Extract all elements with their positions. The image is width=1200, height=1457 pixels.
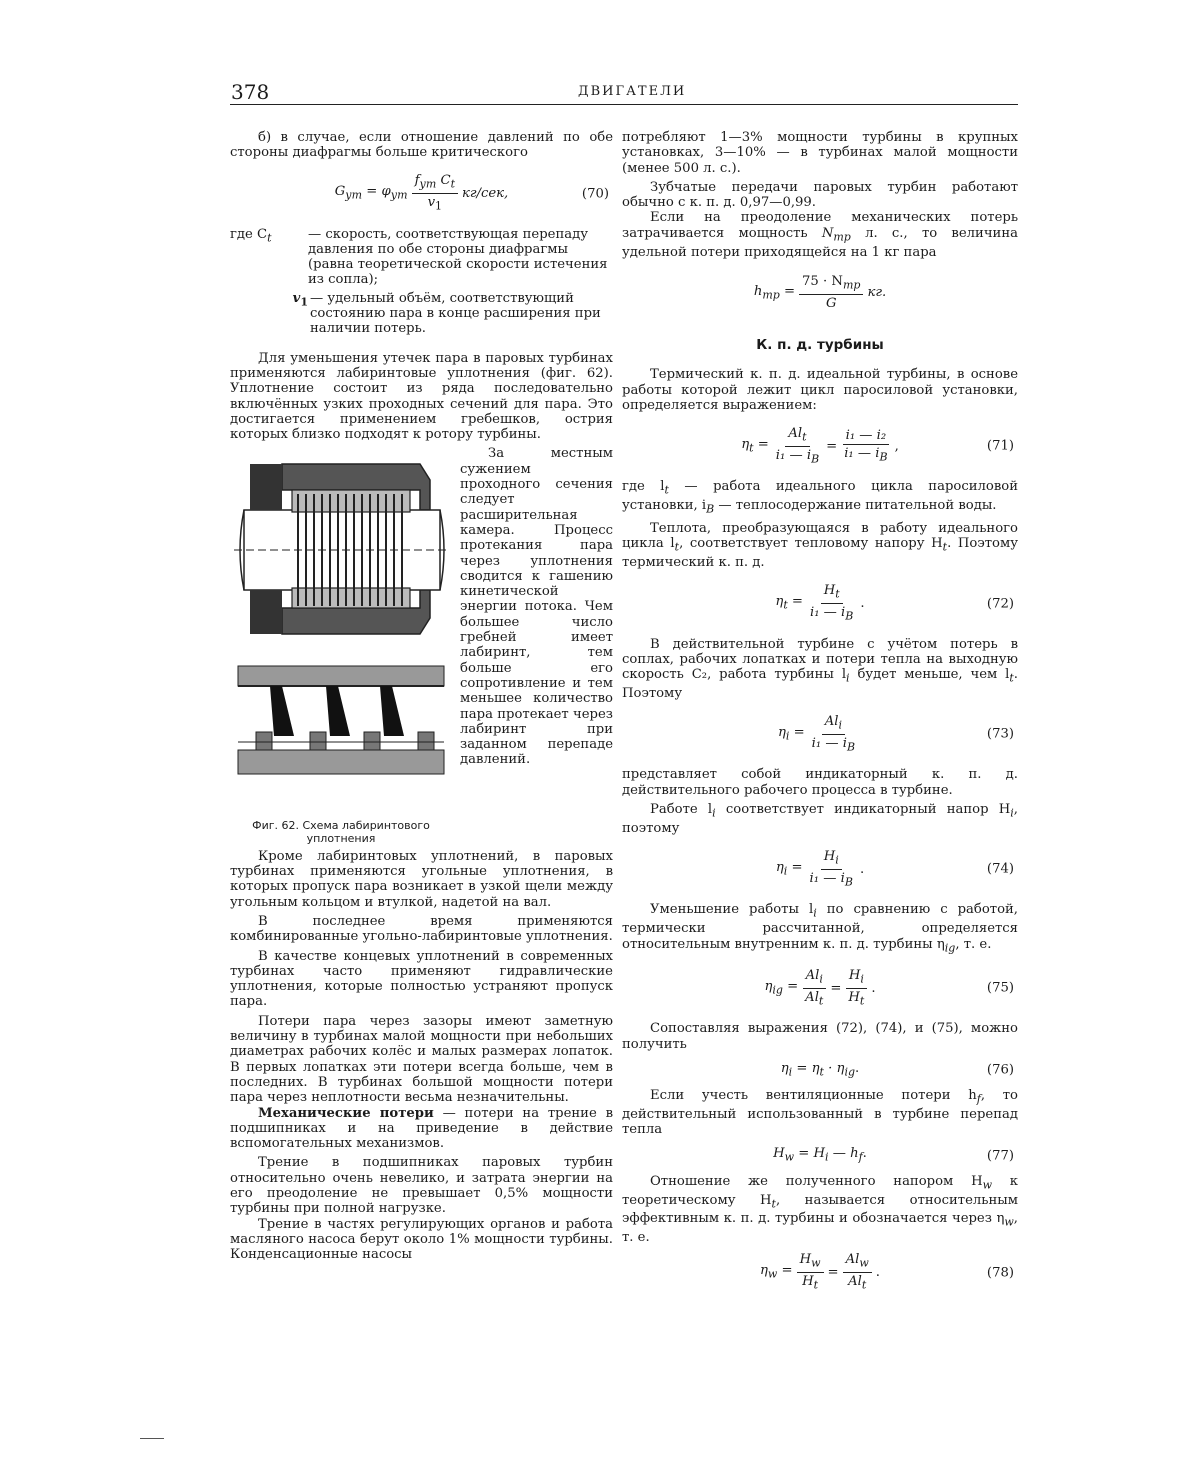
equation-number: (72) bbox=[986, 595, 1014, 611]
header-rule bbox=[230, 104, 1018, 105]
equation-number: (75) bbox=[986, 980, 1014, 996]
paragraph-bearing: Трение в подшипниках паровых турбин относительно очень невелико, и затрата энергии на его преодоление не превышает 0,5% мощности турбины при полной нагрузке. bbox=[230, 1155, 613, 1217]
paragraph-regulating: Трение в частях регулирующих органов и работа масляного насоса берут около 1% мощности турбины. Конденсационные насосы bbox=[230, 1216, 613, 1263]
paragraph-mech-power: Если на преодоление механических потерь затрачивается мощность $N_{тр}$ л. с., то величина удельной потери приходящейся на 1 кг пара bbox=[622, 210, 1018, 260]
paragraph-combined: В последнее время применяются комбинированные угольно-лабиринтовые уплотнения. bbox=[230, 913, 613, 945]
mechanical-term: Механические потери bbox=[258, 1105, 434, 1121]
equation-number: (74) bbox=[986, 861, 1014, 877]
right-column bbox=[622, 130, 1018, 1306]
figure-62 bbox=[230, 450, 452, 844]
equation-number: (71) bbox=[986, 438, 1014, 454]
equation-76: $\eta_i = \eta_t \cdot \eta_{ig}$. (76) bbox=[780, 1060, 1014, 1079]
paragraph-mechanical: Механические потери — потери на трение в подшипниках и на приведение в действие вспомогательных механизмов. bbox=[230, 1105, 613, 1152]
page-number: 378 bbox=[231, 80, 270, 104]
paragraph-ventilation: Если учесть вентиляционные потери $h_f$, то действительный использованный в турбине перепад тепла bbox=[622, 1088, 1018, 1138]
equation-htr: $h_{тр}$ = $\frac{75 \cdot N_{тр}}{G}$ кг. bbox=[753, 274, 887, 312]
equation-number: (70) bbox=[581, 185, 609, 201]
equation-number: (76) bbox=[986, 1062, 1014, 1078]
equation-72: $\eta_t$ = $\frac{H_t}{i_1 — i_B}$ . (72) bbox=[775, 583, 1014, 623]
equation-73: $\eta_i$ = $\frac{Al_i}{i_1 — i_B}$ (73) bbox=[777, 714, 1014, 754]
paragraph-where-71: где $l_t$ — работа идеального цикла паросиловой установки, $i_B$ — теплосодержание питательной воды. bbox=[622, 479, 1018, 516]
paragraph-hydraulic: В качестве концевых уплотнений в современных турбинах часто применяют гидравлические уплотнения, которые полностью устраняют пропуск пара. bbox=[230, 948, 613, 1010]
paragraph-ratio: Отношение же полученного напором $H_w$ к теоретическому $H_t$, называется относительным эффективным к. п. д. турбины и обозначается через $\eta_w$, т. е. bbox=[622, 1173, 1019, 1246]
paragraph-thermal: Термический к. п. д. идеальной турбины, в основе работы которой лежит цикл паросиловой установки, определяется выражением: bbox=[622, 367, 1018, 413]
equation-number: (78) bbox=[986, 1265, 1014, 1281]
paragraph-intro: б) в случае, если отношение давлений по обе стороны диафрагмы больше критического bbox=[230, 130, 613, 161]
paragraph-labyrinth: Для уменьшения утечек пара в паровых турбинах применяются лабиринтовые уплотнения (фиг. 62). Уплотнение состоит из ряда последовательно включённых узких проходных сечений для пара. Это достигается применением гребешков, острия которых близко подходят к ротору турбины. bbox=[230, 350, 613, 443]
paragraph-carbon: Кроме лабиринтовых уплотнений, в паровых турбинах применяются угольные уплотнения, в которых пропуск пара возникает в узкой щели между угольным кольцом и втулкой, надетой на вал. bbox=[230, 848, 613, 910]
left-column bbox=[230, 130, 613, 1262]
equation-units: кг/сек, bbox=[462, 185, 509, 201]
paragraph-actual: В действительной турбине с учётом потерь в соплах, рабочих лопатках и потери тепла на выходную скорость C₂, работа турбины $l_i$ будет меньше, чем $l_t$. Поэтому bbox=[622, 636, 1018, 702]
figure-caption: Фиг. 62. Схема лабиринтового уплотнения bbox=[252, 818, 430, 845]
equation-70: $G_{ут} = \varphi_{ут}$ $\frac{f_{ут} C_t}{v_1}$ кг/сек, (70) bbox=[334, 173, 609, 213]
equation-77: $H_w = H_i$ — $h_f$. (77) bbox=[773, 1146, 1014, 1164]
paragraph-continuation: потребляют 1—3% мощности турбины в крупных установках, 3—10% — в турбинах малой мощности (менее 500 л. с.). bbox=[622, 130, 1018, 176]
definition-ct: где $C_t$ — скорость, соответствующая перепаду давления по обе стороны диафрагмы (равна теоретической скорости истечения из сопла); bbox=[230, 226, 608, 288]
paragraph-indicator: представляет собой индикаторный к. п. д. действительного рабочего процесса в турбине. bbox=[622, 767, 1018, 798]
section-title: К. п. д. турбины bbox=[756, 337, 884, 354]
paragraph-heat: Теплота, преобразующаяся в работу идеального цикла $l_t$, соответствует тепловому напору $H_t$. Поэтому термический к. п. д. bbox=[622, 521, 1018, 571]
scan-mark bbox=[140, 1438, 164, 1439]
paragraph-reduction: Уменьшение работы $l_i$ по сравнению с работой, термически рассчитанной, определяется относительным внутренним к. п. д. турбины $\eta_{ig}$, т. е. bbox=[622, 902, 1018, 955]
labyrinth-seal-drawing bbox=[230, 450, 452, 810]
equation-number: (73) bbox=[986, 726, 1014, 742]
equation-75: $\eta_{ig}$ = $\frac{Al_i}{Al_t}$ = $\frac{H_i}{H_t}$ . (75) bbox=[764, 968, 1014, 1008]
paragraph-gears: Зубчатые передачи паровых турбин работают обычно с к. п. д. 0,97—0,99. bbox=[622, 179, 1018, 211]
paragraph-work: Работе $l_i$ соответствует индикаторный напор $H_i$, поэтому bbox=[622, 802, 1018, 836]
equation-number: (77) bbox=[986, 1147, 1014, 1163]
paragraph-compare: Сопоставляя выражения (72), (74), и (75), можно получить bbox=[622, 1021, 1018, 1052]
paragraph-gap-losses: Потери пара через зазоры имеют заметную величину в турбинах малой мощности при небольших диаметрах рабочих колёс и малых размерах лопаток. В первых лопатках эти потери всегда больше, чем в последних. В турбинах большой мощности потери пара через неплотности весьма незначительны. bbox=[230, 1013, 613, 1106]
equation-74: $\eta_i$ = $\frac{H_i}{i_1 — i_B}$ . (74) bbox=[775, 848, 1014, 889]
definition-v1: $v_1$ — удельный объём, соответствующий состоянию пара в конце расширения при наличии потерь. bbox=[292, 290, 601, 337]
paragraph-expansion: За местным сужением проходного сечения следует расширительная камера. Процесс протекания пара через уплотнения сводится к гашению кинетической энергии потока. Чем большее число гребней имеет лабиринт, тем больше его сопротивление и тем меньшее количество пара протекает через лабиринт при заданном перепаде давлений. bbox=[460, 446, 613, 768]
running-header: ДВИГАТЕЛИ bbox=[578, 84, 687, 99]
equation-71: $\eta_t$ = $\frac{Al_t}{i_1 — i_B}$ = $\frac{\text{i₁ — i₂}}{i_1 — i_B}$ , (71) bbox=[741, 425, 1014, 466]
equation-78: $\eta_w$ = $\frac{H_w}{H_t}$ = $\frac{Al_w}{Al_t}$ . (78) bbox=[760, 1252, 1014, 1292]
